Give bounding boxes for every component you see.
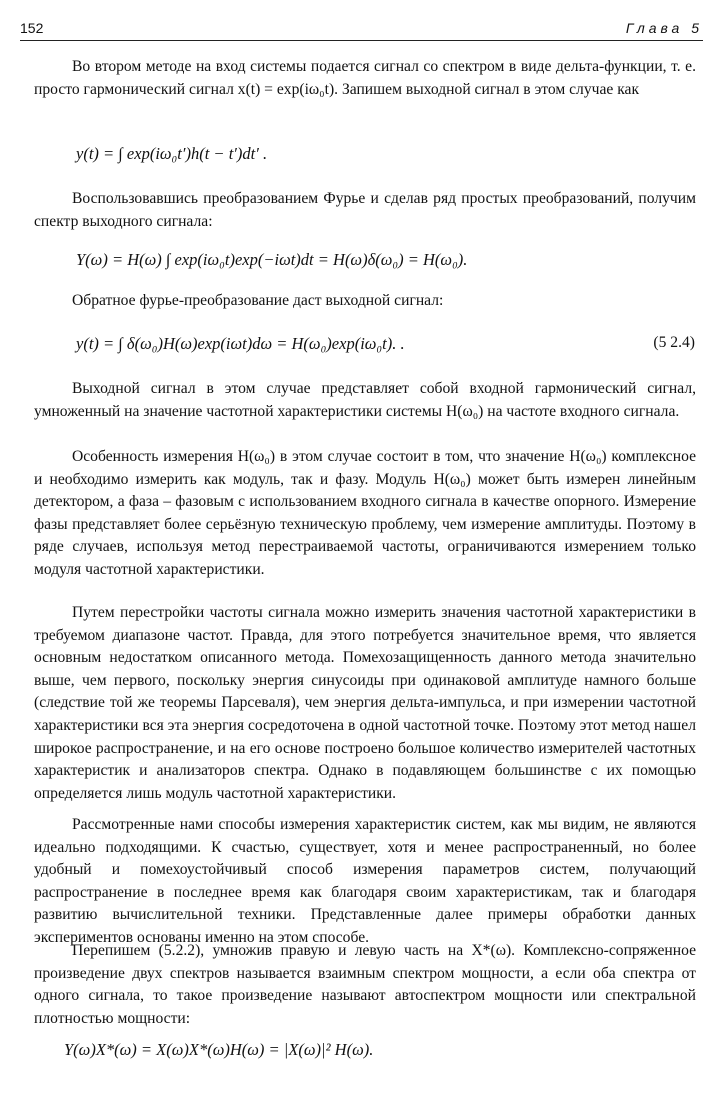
page-header <box>20 18 703 41</box>
paragraph-2: Воспользовавшись преобразованием Фурье и сделав ряд простых преобразований, получим спектр выходного сигнала: <box>34 190 696 230</box>
page-number: 152 <box>20 20 44 36</box>
equation-2: Y(ω) = H(ω) ∫ exp(iω₀t)exp(−iωt)dt = H(ω)δ(ω₀) = H(ω₀). <box>76 250 468 269</box>
paragraph-7: Рассмотренные нами способы измерения характеристик систем, как мы видим, не являются идеально подходящими. К счастью, существует, хотя и менее распространенный, но более удобный и помехоустойчивый способ измерения параметров систем, получающий распространение в последнее время как благодаря своим характеристикам, так и благодаря развитию вычислительной техники. Представленные далее примеры обработки данных экспериментов основаны именно на этом способе. <box>34 816 696 946</box>
equation-4: Y(ω)X*(ω) = X(ω)X*(ω)H(ω) = |X(ω)|² H(ω). <box>64 1040 374 1059</box>
paragraph-8: Перепишем (5.2.2), умножив правую и левую часть на X*(ω). Комплексно-сопряженное произведение двух спектров называется взаимным спектром мощности, а если оба спектра от одного сигнала, то такое произведение называют автоспектром мощности или спектральной плотностью мощности: <box>34 942 696 1027</box>
paragraph-5: Особенность измерения H(ω₀) в этом случае состоит в том, что значение H(ω₀) комплексное и необходимо измерить как модуль, так и фазу. Модуль H(ω₀) может быть измерен линейным детектором, а фаза – фазовым с использованием входного сигнала в качестве опорного. Измерение фазы представляет более серьёзную техническую проблему, чем измерение амплитуды. Поэтому в ряде случаев, используя метод перестраиваемой частоты, ограничиваются измерением только модуля частотной характеристики. <box>34 448 696 578</box>
paragraph-1: Во втором методе на вход системы подается сигнал со спектром в виде дельта-функции, т. е. просто гармонический сигнал x(t) = exp(iω₀t). Запишем выходной сигнал в этом случае как <box>34 58 696 98</box>
equation-1: y(t) = ∫ exp(iω₀t′)h(t − t′)dt′ . <box>76 144 268 163</box>
equation-3: y(t) = ∫ δ(ω₀)H(ω)exp(iωt)dω = H(ω₀)exp(iω₀t). . <box>76 334 405 353</box>
paragraph-4: Выходной сигнал в этом случае представляет собой входной гармонический сигнал, умноженный на значение частотной характеристики системы H(ω₀) на частоте входного сигнала. <box>34 380 696 420</box>
equation-3-number: (5 2.4) <box>653 334 695 351</box>
paragraph-3: Обратное фурье-преобразование даст выходной сигнал: <box>72 292 444 309</box>
chapter-title: Глава 5 <box>625 20 703 36</box>
paragraph-6: Путем перестройки частоты сигнала можно измерить значения частотной характеристики в требуемом диапазоне частот. Правда, для этого потребуется значительное время, что является основным недостатком описанного метода. Помехозащищенность данного метода значительно выше, чем первого, поскольку энергия синусоиды при одинаковой амплитуде намного больше (следствие той же теоремы Парсеваля), чем энергия дельта-импульса, и при измерении частотной характеристики вся эта энергия сосредоточена в одной частотной точке. Поэтому этот метод нашел широкое распространение, и на его основе построено большое количество измерителей частотных характеристик и анализаторов спектра. Однако в подавляющем большинстве с их помощью определяется лишь модуль частотной характеристики. <box>34 604 696 802</box>
